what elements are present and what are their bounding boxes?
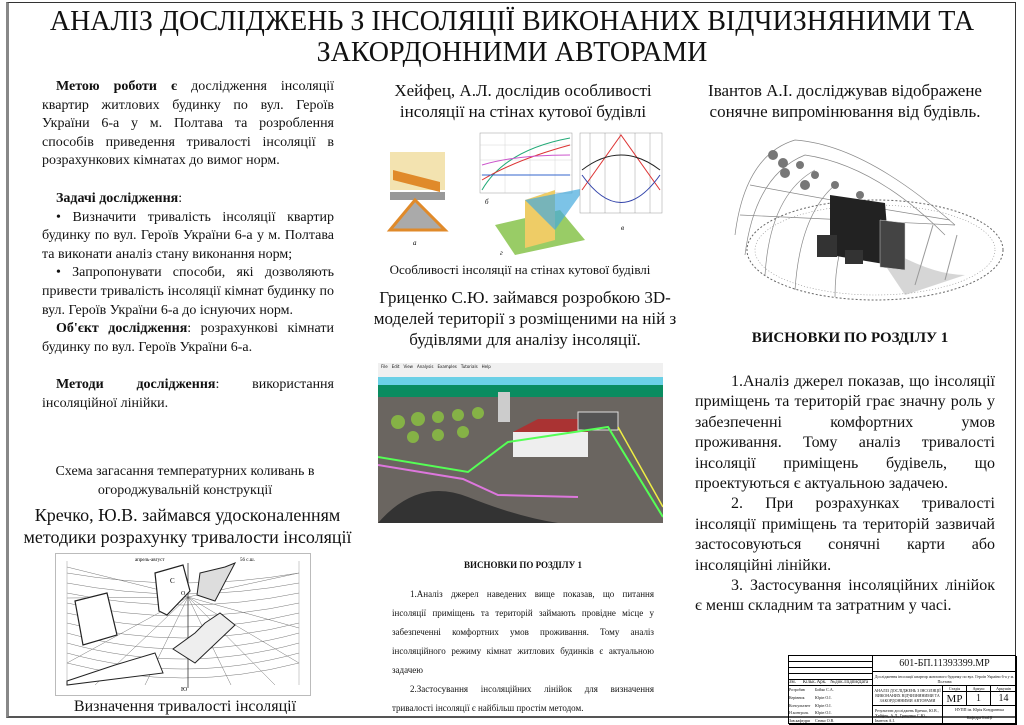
research-intro — [42, 78, 334, 414]
task-text: Запропонувати способи, які дозволяють привести тривалість інсоляції кімнат будинку по вул. Героїв України 6-а до існуючих норм. — [42, 265, 335, 318]
goal-label: Метою роботи є — [56, 79, 178, 94]
conclusion-item: 2.Застосування інсоляційних лінійок для визначення тривалості інсоляції є найбільш простім методом. — [392, 684, 654, 713]
right-conclusions — [695, 372, 995, 617]
middle-conclusions — [392, 585, 654, 718]
drawing-code: 601-БП.11393399.МР — [873, 656, 1017, 672]
grytsenko-heading: Гриценко С.Ю. займався розробкою 3D-моделей території з розміщеними на ній з будівлями для аналізу інсоляції. — [373, 288, 677, 349]
corner-building-figure — [385, 130, 667, 260]
role: Керівник — [789, 694, 805, 700]
object-label: Об'єкт дослідження — [56, 321, 188, 337]
insolation-chart-figure — [55, 553, 311, 696]
right-conclusions-title: ВИСНОВКИ ПО РОЗДІЛУ 1 — [751, 330, 949, 346]
person: Юрін О.І. — [815, 694, 832, 700]
stage-head: Стадія — [943, 686, 967, 692]
conclusion-item: 3. Застосування інсоляційних лінійок є менш складним та затратним у часі. — [695, 577, 995, 615]
menu-item[interactable]: Help — [481, 364, 491, 369]
role: Консультант — [789, 702, 811, 708]
methods-paragraph — [42, 376, 334, 413]
figure-label: апрель-август — [135, 558, 165, 563]
ivantov-heading: Івантов А.І. досліджував відображене сонячне випромінювання від будівль. — [708, 81, 982, 121]
figure-letter: в — [621, 224, 625, 232]
task-text: Визначити тривалість інсоляції квартир будинку по вул. Героїв України 6-а у м. Полтава та виконати аналіз стану виконання норм; — [42, 209, 334, 262]
tasks-label: Задачі дослідження — [56, 190, 179, 206]
title-line-1: АНАЛІЗ ДОСЛІДЖЕНЬ З ІНСОЛЯЦІЇ ВИКОНАНИХ ВІДЧИЗНЯНИМИ ТА — [49, 6, 975, 37]
middle-conclusions-title: ВИСНОВКИ ПО РОЗДІЛУ 1 — [464, 560, 582, 570]
menu-item[interactable]: Tutorials — [460, 364, 478, 369]
person: Бойко С.А. — [815, 687, 834, 692]
sheets-head: Аркушів — [991, 686, 1017, 692]
organization — [943, 706, 1017, 725]
menu-item[interactable]: View — [403, 364, 413, 369]
bullet-icon: • — [56, 209, 73, 225]
role: Зав.кафедри — [789, 718, 810, 724]
col-head: Арк. — [816, 680, 827, 685]
figure-letter: б — [485, 198, 489, 206]
conclusion-item: 1.Аналіз джерел наведених вище показав, що питання інсоляції приміщень та територій займають провідне місце у забезпеченні комфортних умов проживання. Тому аналіз інсоляційного режиму кімнат житлових будинків є актуальною задачею — [392, 589, 654, 675]
page-title — [20, 6, 1004, 68]
person: Юрін О.І. — [815, 702, 832, 708]
col-head: Дата — [858, 680, 869, 685]
sheet-head: Аркуш — [967, 686, 991, 692]
scheme-caption: Схема загасання температурних коливань в огороджувальній конструкції — [55, 464, 315, 498]
corner-figure-caption: Особливості інсоляції на стінах кутової будівлі — [389, 262, 651, 277]
role: Н.контроль — [789, 710, 809, 716]
goal-paragraph — [42, 78, 334, 171]
department: Кафедра БтаЦІ — [966, 715, 993, 720]
title-line-2: ЗАКОРДОННИМИ АВТОРАМИ — [316, 37, 708, 68]
app-menu-bar — [378, 363, 663, 377]
methods-label: Методи дослідження — [56, 377, 216, 393]
krechko-heading: Кречко, Ю.В. займався удосконаленням методики розрахунку тривалости інсоляції — [23, 505, 352, 547]
col-head: Зм. — [789, 680, 796, 685]
figure-label: 56 с.ш. — [240, 558, 255, 563]
col-head: №док. — [830, 680, 844, 685]
3d-model-screenshot — [378, 363, 663, 523]
tasks-heading — [42, 190, 334, 209]
person: Семко О.В. — [815, 718, 835, 724]
col-head: Підпис — [844, 680, 860, 685]
org-name: НУПП ім. Юрія Кондратюка — [955, 707, 1004, 712]
menu-item[interactable]: File — [381, 364, 388, 369]
conclusion-item: 2. При розрахунках тривалості інсоляції приміщень та територій зазвичай застосовуються сонячні карти або інсоляційні лінійки. — [695, 495, 995, 574]
drawing-subject: Дослідження інсоляції квартир житлового будинку по вул. Героїв України 6-а у м. Полтава — [873, 672, 1017, 686]
bullet-icon: • — [56, 265, 73, 281]
figure-label: Ю — [181, 687, 188, 693]
figure-label: С — [170, 577, 175, 585]
figure-letter: г — [500, 249, 503, 257]
revision-grid — [789, 656, 873, 680]
sheet-value: 1 — [967, 692, 991, 706]
stage-value: МР — [943, 692, 967, 706]
drawing-title-block — [788, 655, 1016, 724]
figure-caption: Визначення тривалості інсоляції — [73, 698, 297, 715]
methods-text: : використання інсоляційної лінійки. — [42, 377, 334, 411]
figure-label: О — [181, 591, 186, 597]
task-item — [42, 209, 334, 265]
person: Юрін О.І. — [815, 710, 832, 716]
sheets-value: 14 — [991, 692, 1017, 706]
object-text: : розрахункові кімнати будинку по вул. Героїв України 6-а. — [42, 321, 334, 355]
conclusion-item: 1.Аналіз джерел показав, що інсоляції приміщень та територій грає значну роль у забезпеченні комфортних умов проживання. Тому аналіз тривалості інсоляції приміщень будівель, що проектуються є актуальною задачею. — [695, 373, 995, 493]
sheet-title: АНАЛІЗ ДОСЛІДЖЕНЬ З ІНСОЛЯЦІЇ ВИКОНАНИХ ВІДЧИЗНЯНИМИ ТА ЗАКОРДОННИМИ АВТОРАМИ — [873, 686, 943, 706]
col-head: Кільк. — [802, 680, 816, 685]
task-item — [42, 264, 334, 320]
goal-text: дослідження інсоляції квартир житлових будинку по вул. Героїв України 6-а у м. Полтава та розроблення способів приведення тривалості інсоляції в розрахункових кімнатах до вимог норм. — [42, 79, 334, 169]
menu-item[interactable]: Analysis — [416, 364, 434, 369]
object-paragraph — [42, 320, 334, 357]
content-note: Результати досліджень Кречко, Ю.В., Хейфец, А.Л., Гриценко С.Ю., Івантов А.І. — [873, 706, 943, 725]
heifets-heading: Хейфец, А.Л. дослідив особливості інсоляції на стінах кутової будівлі — [394, 81, 652, 121]
tasks-colon: : — [178, 190, 183, 206]
menu-item[interactable]: Examples — [437, 364, 457, 369]
signatures — [789, 686, 873, 725]
menu-item[interactable]: Edit — [391, 364, 400, 369]
figure-letter: а — [413, 239, 417, 247]
reflected-radiation-figure — [705, 125, 1005, 315]
role: Розробив — [789, 687, 805, 692]
